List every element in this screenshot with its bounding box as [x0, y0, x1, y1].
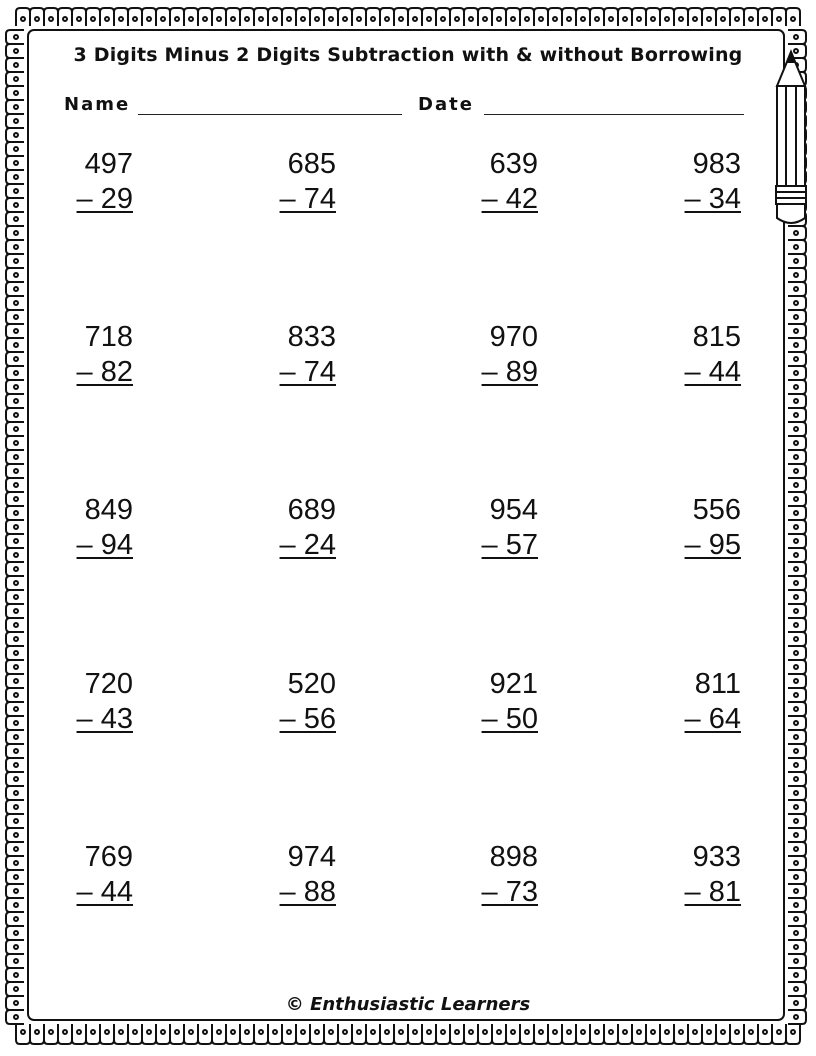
problem-2: [266, 147, 336, 217]
subtrahend: – 50: [481, 703, 538, 735]
minuend: 849: [84, 494, 133, 526]
problem-1: [63, 147, 133, 217]
minuend: 689: [287, 494, 336, 526]
minuend: 815: [692, 321, 741, 353]
minuend: 983: [692, 148, 741, 180]
minuend: 970: [489, 321, 538, 353]
subtrahend: – 89: [481, 356, 538, 388]
date-label: Date: [418, 94, 474, 115]
copyright-footer: © Enthusiastic Learners: [285, 994, 531, 1015]
subtrahend: – 94: [76, 529, 133, 561]
problem-18: [266, 840, 336, 910]
subtrahend: – 57: [481, 529, 538, 561]
minuend: 898: [489, 841, 538, 873]
problem-19: [468, 840, 538, 910]
minuend: 718: [84, 321, 133, 353]
minuend: 974: [287, 841, 336, 873]
minuend: 497: [84, 148, 133, 180]
subtrahend: – 64: [684, 703, 741, 735]
minuend: 556: [692, 494, 741, 526]
subtrahend: – 43: [76, 703, 133, 735]
problem-5: [63, 320, 133, 390]
problem-20: [671, 840, 741, 910]
subtrahend: – 74: [279, 183, 336, 215]
minuend: 769: [84, 841, 133, 873]
subtrahend: – 34: [684, 183, 741, 215]
problem-17: [63, 840, 133, 910]
subtrahend: – 74: [279, 356, 336, 388]
minuend: 811: [694, 668, 741, 700]
worksheet-title: 3 Digits Minus 2 Digits Subtraction with & without Borrowing: [73, 44, 743, 66]
subtrahend: – 42: [481, 183, 538, 215]
subtrahend: – 29: [76, 183, 133, 215]
problem-9: [63, 493, 133, 563]
problem-11: [468, 493, 538, 563]
subtrahend: – 44: [684, 356, 741, 388]
subtrahend: – 56: [279, 703, 336, 735]
subtrahend: – 82: [76, 356, 133, 388]
subtrahend: – 81: [684, 876, 741, 908]
name-label: Name: [64, 94, 131, 115]
subtrahend: – 88: [279, 876, 336, 908]
minuend: 833: [287, 321, 336, 353]
subtrahend: – 44: [76, 876, 133, 908]
problem-15: [468, 667, 538, 737]
problem-13: [63, 667, 133, 737]
pencil-icon: [768, 48, 814, 232]
subtrahend: – 24: [279, 529, 336, 561]
minuend: 520: [287, 668, 336, 700]
problem-8: [671, 320, 741, 390]
minuend: 685: [287, 148, 336, 180]
minuend: 933: [692, 841, 741, 873]
minuend: 720: [84, 668, 133, 700]
minuend: 954: [489, 494, 538, 526]
subtrahend: – 73: [481, 876, 538, 908]
subtrahend: – 95: [684, 529, 741, 561]
problem-6: [266, 320, 336, 390]
problem-4: [671, 147, 741, 217]
minuend: 921: [489, 668, 538, 700]
problem-16: [671, 667, 741, 737]
problem-10: [266, 493, 336, 563]
problem-3: [468, 147, 538, 217]
problem-7: [468, 320, 538, 390]
problem-12: [671, 493, 741, 563]
minuend: 639: [489, 148, 538, 180]
problem-14: [266, 667, 336, 737]
